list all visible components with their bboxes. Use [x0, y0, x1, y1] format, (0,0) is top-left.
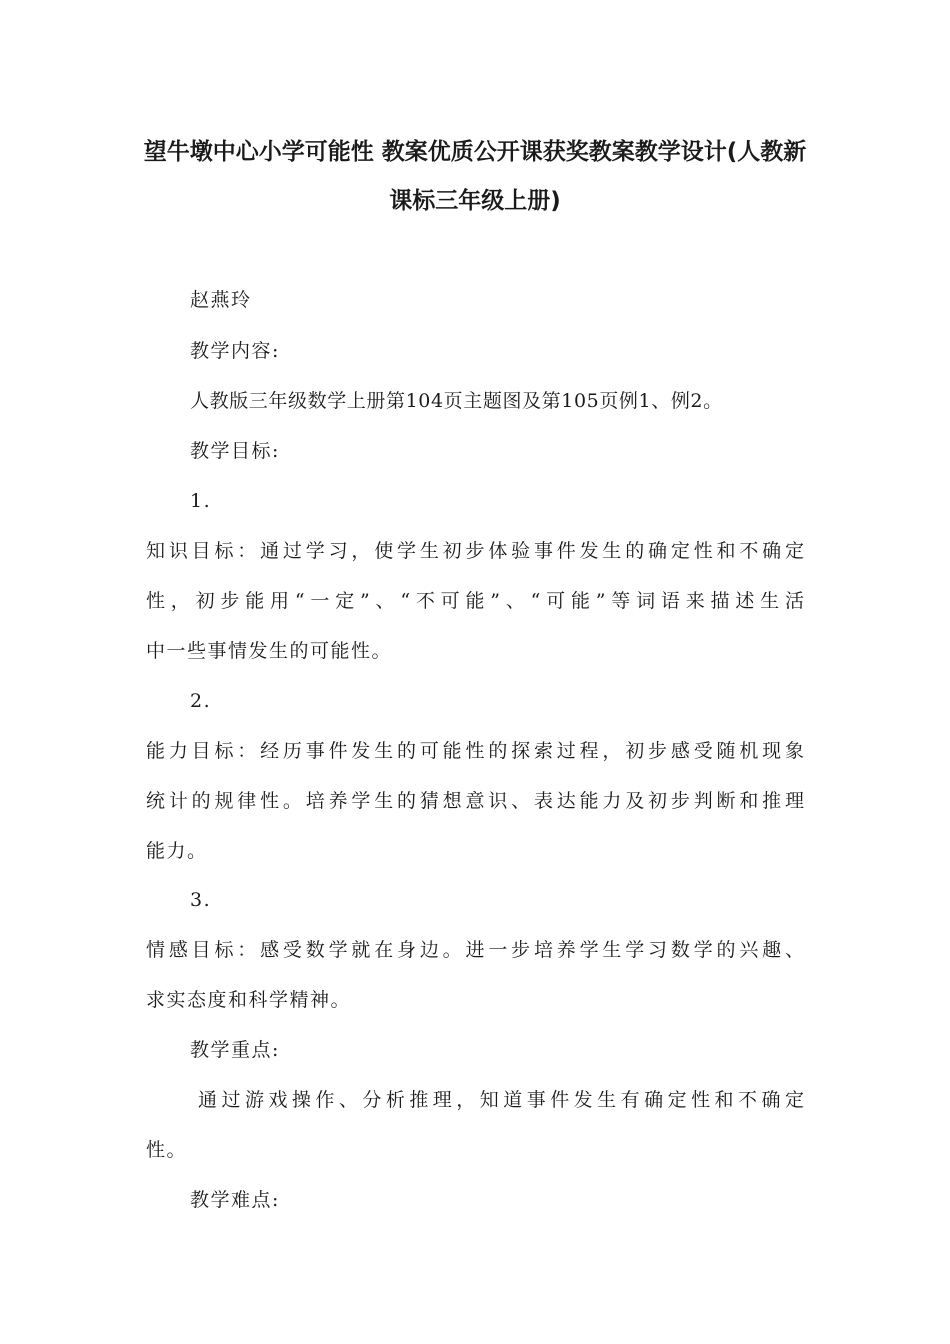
- goal-1-line-1: 知识目标：通过学习，使学生初步体验事件发生的确定性和不确定: [146, 540, 804, 562]
- document-title-line-2: 课标三年级上册): [389, 188, 561, 214]
- goal-3-line-2: 求实态度和科学精神。: [146, 989, 352, 1011]
- goal-2-line-2: 统计的规律性。培养学生的猜想意识、表达能力及初步判断和推理: [146, 790, 804, 812]
- goal-2-line-3: 能力。: [146, 840, 208, 862]
- key-points-line-2: 性。: [146, 1139, 188, 1161]
- goal-1-line-2: 性，初步能用“一定”、“不可能”、“可能”等词语来描述生活: [146, 590, 804, 612]
- goals-heading: 教学目标:: [190, 440, 280, 462]
- goal-2-line-1: 能力目标：经历事件发生的可能性的探索过程，初步感受随机现象: [146, 740, 804, 762]
- goal-1-line-3: 中一些事情发生的可能性。: [146, 640, 393, 662]
- key-points-heading: 教学重点:: [190, 1039, 280, 1061]
- difficulty-heading: 教学难点:: [190, 1189, 280, 1211]
- key-points-line-1: 通过游戏操作、分析推理，知道事件发生有确定性和不确定: [198, 1089, 804, 1111]
- goal-2-number: 2.: [190, 690, 212, 712]
- content-text: 人教版三年级数学上册第104页主题图及第105页例1、例2。: [190, 390, 723, 412]
- goal-3-line-1: 情感目标：感受数学就在身边。进一步培养学生学习数学的兴趣、: [146, 939, 804, 961]
- goal-1-number: 1.: [190, 490, 212, 512]
- author-name: 赵燕玲: [190, 289, 252, 311]
- content-heading: 教学内容:: [190, 340, 280, 362]
- goal-3-number: 3.: [190, 889, 212, 911]
- document-title-line-1: 望牛墩中心小学可能性 教案优质公开课获奖教案教学设计(人教新: [143, 139, 807, 165]
